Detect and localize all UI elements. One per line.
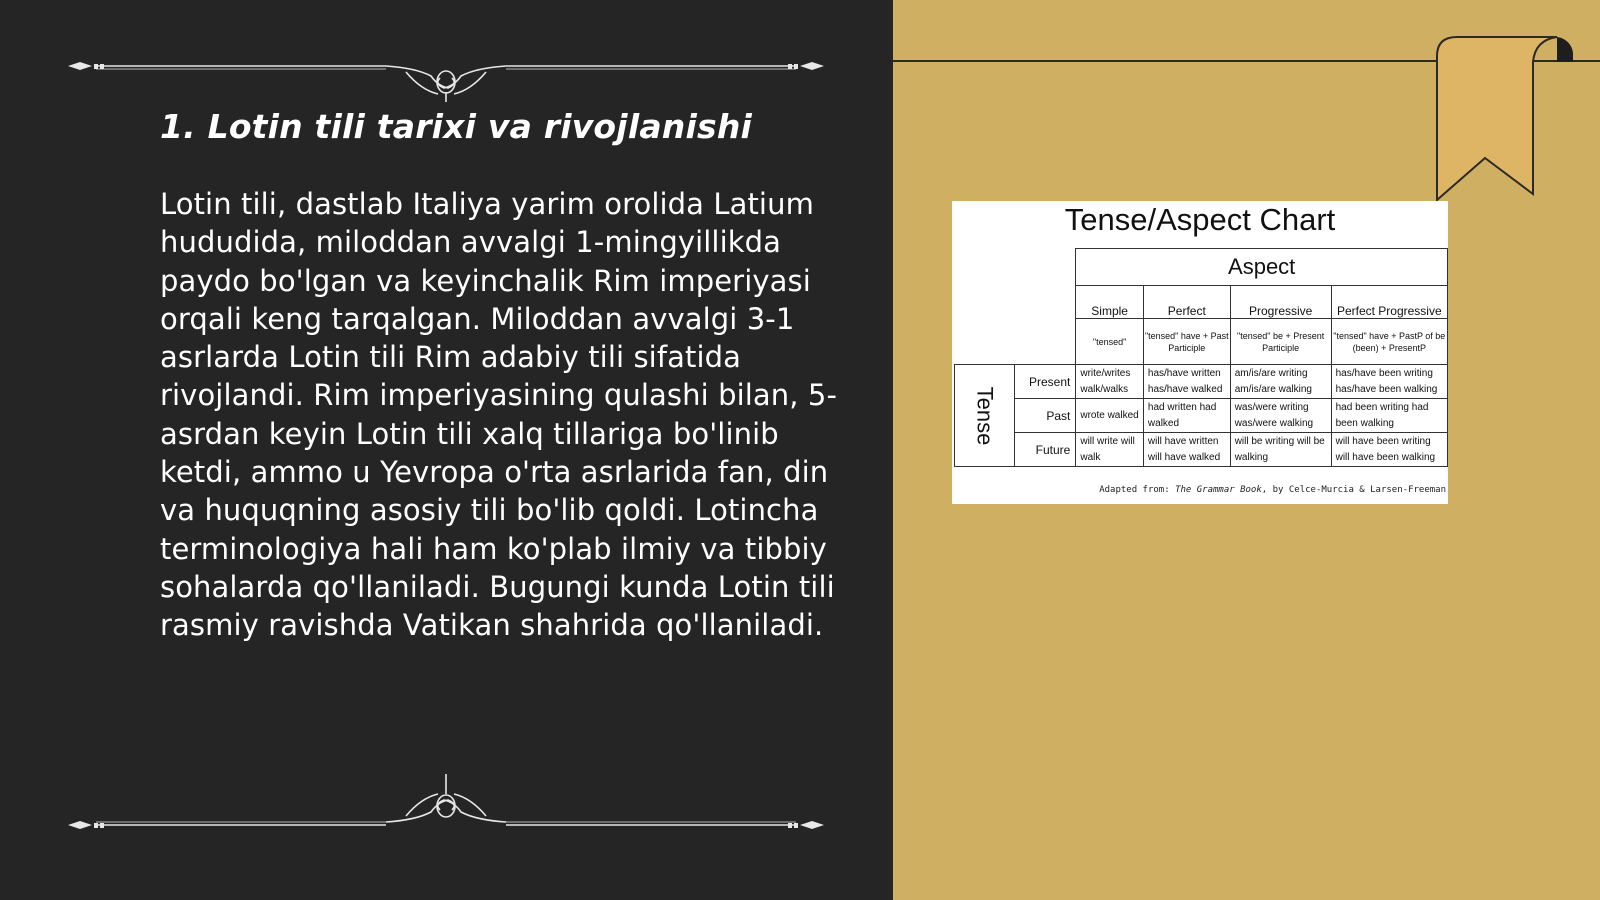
tense-aspect-table [954,248,1448,467]
table-cell: had written had walked [1143,399,1230,433]
table-cell: write/writes walk/walks [1076,365,1144,399]
column-note: "tensed" have + PastP of be (been) + PresentP [1331,319,1447,365]
table-cell: has/have been writing has/have been walking [1331,365,1447,399]
blank-corner [955,249,1076,286]
table-cell: am/is/are writing am/is/are walking [1230,365,1331,399]
column-header: Perfect [1143,286,1230,319]
credit-prefix: Adapted from: [1099,485,1176,495]
top-ornament-divider [66,42,826,102]
table-cell: was/were writing was/were walking [1230,399,1331,433]
blank-corner [955,286,1076,319]
table-cell: will have written will have walked [1143,433,1230,467]
tense-header [955,365,1015,467]
row-header: Present [1014,365,1076,399]
column-note: "tensed" have + Past Participle [1143,319,1230,365]
chart-title: Tense/Aspect Chart [1064,202,1336,237]
column-header: Perfect Progressive [1331,286,1447,319]
slide-title: 1. Lotin tili tarixi va rivojlanishi [160,107,753,146]
credit-book-title: The Grammar Book [1175,485,1262,495]
table-cell: will have been writing will have been walking [1331,433,1447,467]
column-header: Simple [1076,286,1144,319]
table-cell: had been writing had been walking [1331,399,1447,433]
row-header: Past [1014,399,1076,433]
credit-authors: , by Celce-Murcia & Larsen-Freeman [1261,485,1446,495]
tense-aspect-chart-image [952,201,1448,504]
tense-label: Tense [972,386,998,445]
chart-credit [1099,485,1446,495]
column-note: "tensed" [1076,319,1144,365]
aspect-header: Aspect [1076,249,1448,286]
bookmark-ribbon-icon [1433,36,1573,202]
column-header: Progressive [1230,286,1331,319]
bottom-ornament-divider [66,772,826,832]
blank-corner [955,319,1076,365]
table-cell: wrote walked [1076,399,1144,433]
column-note: "tensed" be + Present Participle [1230,319,1331,365]
table-cell: has/have written has/have walked [1143,365,1230,399]
table-cell: will write will walk [1076,433,1144,467]
table-cell: will be writing will be walking [1230,433,1331,467]
slide-body-text: Lotin tili, dastlab Italiya yarim orolida Latium hududida, miloddan avvalgi 1-mingyillikda paydo bo'lgan va keyinchalik Rim imperiyasi orqali keng tarqalgan. Miloddan avvalgi 3-1 asrlarda Lotin tili Rim adabiy tili sifatida rivojlandi. Rim imperiyasining qulashi bilan, 5-asrdan keyin Lotin tili xalq tillariga bo'linib ketdi, ammo u Yevropa o'rta asrlarida fan, din va huquqning asosiy tili bo'lib qoldi. Lotincha terminologiya hali ham ko'plab ilmiy va tibbiy sohalarda qo'llaniladi. Bugungi kunda Lotin tili rasmiy ravishda Vatikan shahrida qo'llaniladi. [160,187,838,643]
row-header: Future [1014,433,1076,467]
